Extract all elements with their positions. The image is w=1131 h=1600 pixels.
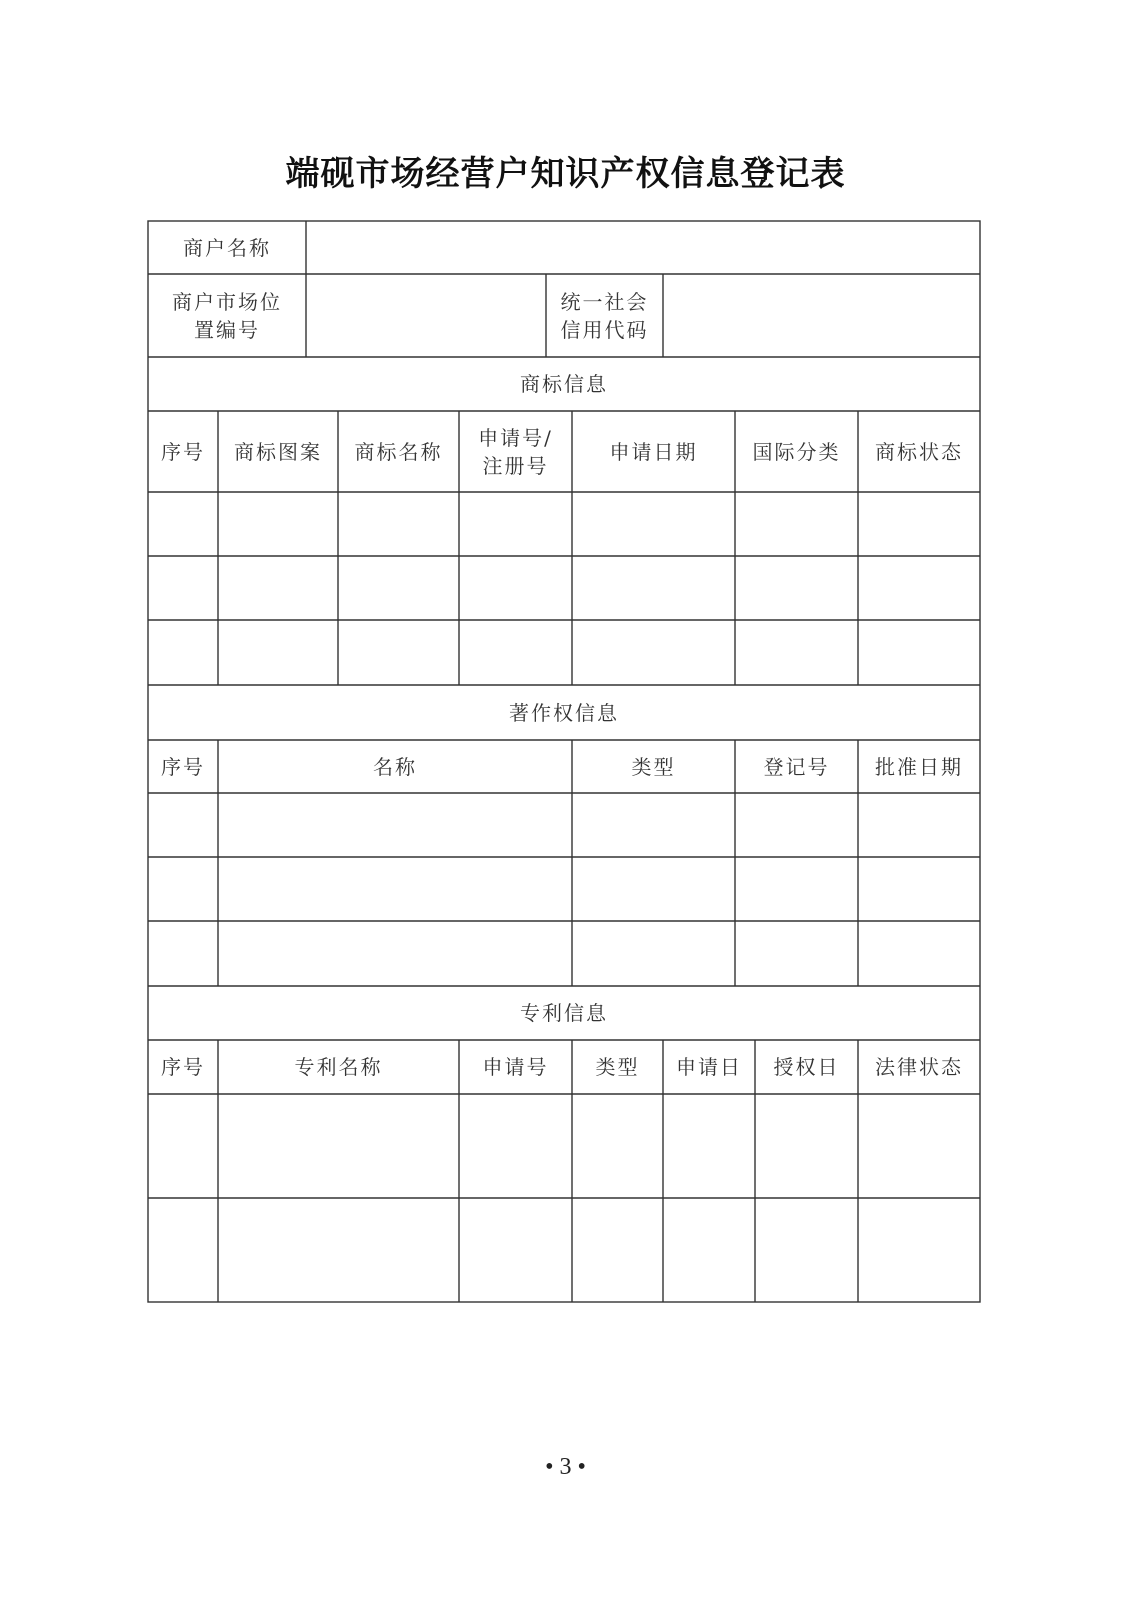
- page-number: • 3 •: [545, 1454, 586, 1480]
- credit-code-label: [546, 274, 663, 357]
- copyright-section-title: 著作权信息: [509, 700, 619, 725]
- credit-code-label-line1: 统一社会: [560, 289, 649, 314]
- trademark-header-index: 序号: [161, 439, 205, 464]
- merchant-position-label-line2: 置编号: [194, 317, 260, 342]
- merchant-position-label: [148, 274, 306, 357]
- trademark-header-logo: 商标图案: [234, 439, 322, 464]
- patent-header-grant-date: 授权日: [773, 1055, 840, 1079]
- trademark-header-name: 商标名称: [354, 439, 443, 464]
- patent-header-type: 类型: [595, 1055, 640, 1079]
- trademark-section-title: 商标信息: [520, 372, 608, 396]
- copyright-header-type: 类型: [631, 754, 676, 779]
- copyright-header-approval-date: 批准日期: [875, 754, 963, 779]
- credit-code-label-line2: 信用代码: [560, 317, 649, 342]
- merchant-name-label: 商户名称: [183, 235, 271, 260]
- trademark-header-number-line2: 注册号: [482, 453, 549, 478]
- credit-code-field[interactable]: [663, 274, 980, 357]
- trademark-header-class: 国际分类: [752, 439, 841, 464]
- trademark-header-number: [459, 411, 572, 492]
- trademark-header-date: 申请日期: [609, 439, 698, 464]
- merchant-position-label-line1: 商户市场位: [172, 289, 282, 314]
- patent-header-index: 序号: [161, 1055, 205, 1079]
- patent-header-app-number: 申请号: [482, 1055, 549, 1079]
- trademark-header-status: 商标状态: [875, 439, 963, 464]
- copyright-header-reg-number: 登记号: [763, 754, 830, 779]
- copyright-header-name: 名称: [373, 754, 417, 779]
- form-title: 端砚市场经营户知识产权信息登记表: [285, 154, 846, 194]
- merchant-position-field[interactable]: [306, 274, 546, 357]
- patent-section-title: 专利信息: [520, 1001, 608, 1025]
- merchant-name-field[interactable]: [306, 221, 980, 274]
- patent-header-legal-status: 法律状态: [875, 1055, 963, 1079]
- patent-header-app-date: 申请日: [676, 1055, 742, 1079]
- copyright-header-index: 序号: [161, 754, 205, 779]
- trademark-header-number-line1: 申请号/: [478, 425, 553, 450]
- patent-header-name: 专利名称: [294, 1055, 383, 1079]
